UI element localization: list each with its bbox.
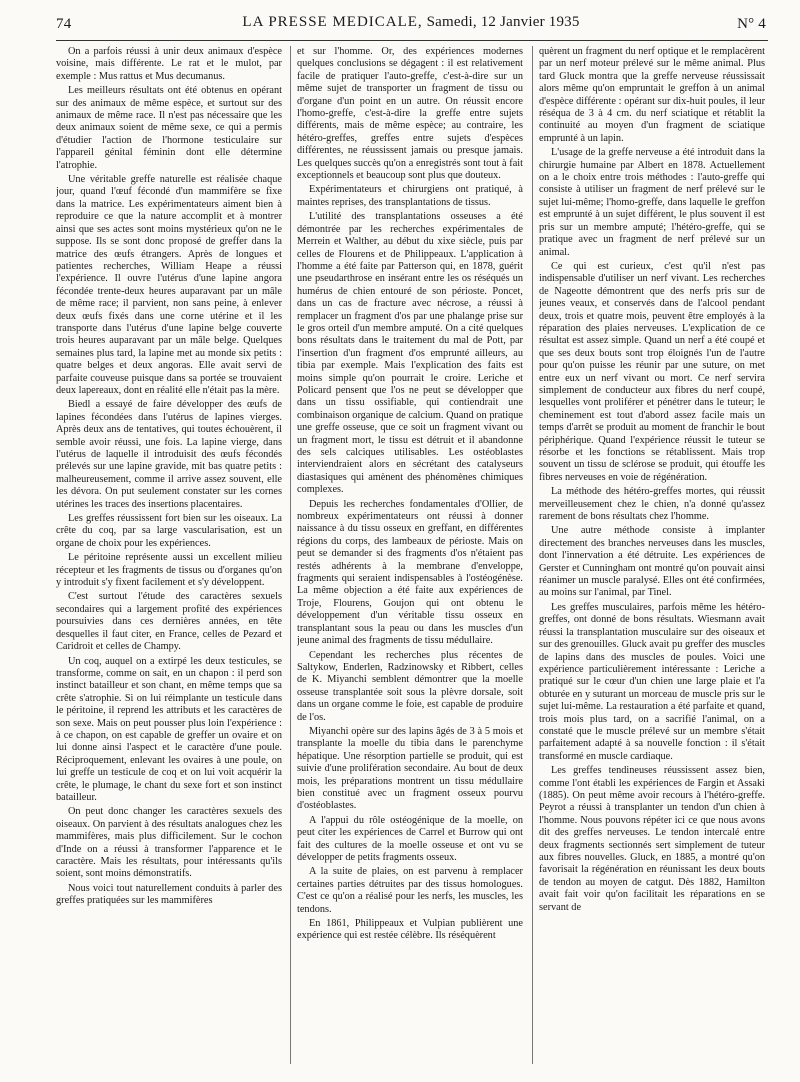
page-number: 74	[56, 16, 72, 32]
paragraph: Les greffes tendineuses réussissent assez bien, comme l'ont établi les expériences de Fargin et Assaki (1885). On peut même avoir recours à l'hétéro-greffe. Peyrot a réussi à transplanter un tendon d'un chien à l'homme. Nous pouvons répéter ici ce que nous avons dit des greffes nerveuses. Le tendon intercalé entre deux fragments sectionnés sert simplement de tuteur aux fibres nouvelles. Gluck, en 1885, a montré qu'on favorisait la régénération en réunissant les deux bouts de tendon au moyen de catgut. Dès 1882, Hamilton avait fait voir qu'on facilitait les réparations en se servant de	[539, 765, 765, 913]
paragraph: Cependant les recherches plus récentes de Saltykow, Enderlen, Radzinowsky et Ribbert, celles de K. Miyanchi semblent démontrer que la moelle osseuse transplantée soit sous la plèvre dorsale, soit dans un organe comme le foie, est capable de produire de l'os.	[297, 649, 523, 723]
paragraph: Le péritoine représente aussi un excellent milieu récepteur et les fragments de tissus ou d'organes qu'on y introduit s'y fixent facilement et s'y développent.	[56, 552, 282, 589]
paragraph: Un coq, auquel on a extirpé les deux testicules, se transforme, comme on sait, en un chapon : il perd son instinct batailleur et son chant, en même temps que sa crête s'atrophie. Si on lui réimplante un testicule dans le péritoine, il reprend les attributs et les caractères de son sexe. Mais on peut pousser plus loin l'expérience : à ce chapon, on est capable de greffer un ovaire et on lui donne ainsi l'aspect et le caractère d'une poule. Réciproquement, enlevant les ovaires à une poule, on lui greffe un testicule de coq et on lui voit acquérir la crête, le plumage, le chant du sexe fort et son instinct batailleur.	[56, 655, 282, 803]
journal-title: LA PRESSE MEDICALE,	[242, 14, 423, 30]
paragraph: Une autre méthode consiste à implanter directement des branches nerveuses dans les muscles, dont l'innervation a été détruite. Les expériences de Gerster et Cunningham ont montré qu'on pouvait ainsi réanimer un muscle paralysé. Elles ont été confirmées, au moins sur l'animal, par Tinel.	[539, 525, 765, 599]
paragraph: Les greffes musculaires, parfois même les hétéro-greffes, ont donné de bons résultats. Wiesmann avait réussi la transplantation musculaire sur des oiseaux et sur des grenouilles. Gluck avait pu greffer des muscles de lapins dans des muscles de poules. Voici une expérience particulièrement intéressante : Leriche a pratiqué sur le cœur d'un chien une large plaie et l'a obturée en y suturant un morceau de muscle pris sur le sujet lui-même. La restauration a été parfaite et quand, trois mois plus tard, on a sacrifié l'animal, on a constaté que le muscle prélevé sur un membre s'était parfaitement adapté à sa nouvelle fonction : il s'était transformé en muscle cardiaque.	[539, 601, 765, 762]
paragraph: C'est surtout l'étude des caractères sexuels secondaires qui a largement profité des expériences poursuivies dans ces dernières années, en tête desquelles il faut citer, en France, celles de Pezard et Caridroit et celles de Champy.	[56, 591, 282, 653]
header-rule	[56, 40, 768, 41]
paragraph: L'usage de la greffe nerveuse a été introduit dans la chirurgie humaine par Albert en 1878. Actuellement on a le choix entre trois méthodes : l'auto-greffe qui consiste à utiliser un fragment de nerf prélevé sur le sujet lui-même; l'homo-greffe, dans laquelle le greffon est emprunté à un sujet différent, le plus souvent il est pris sur un membre amputé; l'hétéro-greffe, qui se pratique avec un fragment de nerf prélevé sur un animal.	[539, 147, 765, 258]
paragraph: A l'appui du rôle ostéogénique de la moelle, on peut citer les expériences de Carrel et Burrow qui ont fait des cultures de la moelle osseuse et ont vu se développer de petits fragments osseux.	[297, 814, 523, 863]
text-column-1	[56, 46, 282, 1071]
issue-date: Samedi, 12 Janvier 1935	[426, 14, 580, 30]
paragraph: Miyanchi opère sur des lapins âgés de 3 à 5 mois et transplante la moelle du tibia dans le parenchyme hépatique. Une résorption partielle se produit, qui est suivie d'une prolifération secondaire. Au bout de deux mois, les préparations montrent un tissu médullaire bien constitué avec un fragment osseux pourvu d'ostéoblastes.	[297, 725, 523, 812]
paragraph: Une véritable greffe naturelle est réalisée chaque jour, quand l'œuf fécondé d'un mammifère se fixe dans la matrice. Les expérimentateurs aiment bien à reproduire ce que la nature accomplit et à montrer ainsi que ses actes sont moins mystérieux qu'on ne le suppose. Ils se sont donc proposé de greffer dans la matrice des œufs étrangers. Après de longues et patientes recherches, William Heape a réussi l'expérience. Il ouvre l'utérus d'une lapine angora fécondée trente-deux heures auparavant par un mâle de même race; il parvient, non sans peine, à enlever deux œufs fixés dans une corne utérine et il les transporte dans l'utérus d'une lapine belge couverte trois heures auparavant par un mâle belge. Quelques semaines plus tard, la lapine met au monde six petits : quatre belges et deux angoras. Elle avait servi de parfaite couveuse puisque dans sa portée se trouvaient deux lapereaux, dont en réalité elle n'était pas la mère.	[56, 174, 282, 396]
paragraph: Biedl a essayé de faire développer des œufs de lapines fécondées dans l'utérus de lapines vierges. Après deux ans de tentatives, qui toutes échouèrent, il semble avoir réussi, une fois. La lapine vierge, dans l'utérus de laquelle il introduisit des œufs fécondés prélevés sur une lapine gravide, mit bas quatre petits : malheureusement, comme il arrive assez souvent, elle les dévora. On put seulement constater sur les cornes utérines les traces des insertions placentaires.	[56, 399, 282, 510]
paragraph: Les greffes réussissent fort bien sur les oiseaux. La crête du coq, par sa large vascularisation, est un organe de choix pour les expériences.	[56, 513, 282, 549]
paragraph: Ce qui est curieux, c'est qu'il n'est pas indispensable d'utiliser un nerf vivant. Les recherches de Nageotte démontrent que des nerfs pris sur de jeunes veaux, et conservés dans de l'alcool pendant deux, trois et quatre mois, peuvent être employés à la réparation des plaies nerveuses. L'explication de ce résultat est assez simple. Quand un nerf a été coupé et que ses deux bouts sont trop éloignés l'un de l'autre pour qu'on puisse les réunir par une suture, on met entre eux un nerf vivant ou mort. Ce nerf servira simplement de conducteur aux fibres du nerf coupé, lesquelles vont proliférer et pénétrer dans le tuteur; le cheminement est tout d'abord assez facile mais un temps d'arrêt se produit au moment de franchir le bout périphérique. Quand l'expérience réussit le tuteur se résorbe et les fonctions se rétablissent. Mais trop souvent un tissu de sclérose se produit, qui étouffe les fibres nerveuses en voie de régénération.	[539, 260, 765, 483]
column-divider	[532, 46, 533, 1064]
paragraph: L'utilité des transplantations osseuses a été démontrée par les recherches expérimentales de Merrein et Walther, au début du xixe siècle, puis par celles de Flourens et de Philippeaux. L'application à l'homme a été faite par Patterson qui, en 1878, guérit une pseudarthrose en insérant entre les os réséqués un humérus de chien entouré de son périoste. Poncet, dans un cas de fracture avec nécrose, a réussi à remplacer un fragment d'os par une phalange prise sur le gros orteil d'un membre amputé. On a cité quelques bons résultats dans le traitement du mal de Pott, par l'insertion d'un fragment d'os emprunté ailleurs, au tibia par exemple. Mais l'explication des faits est moins simple qu'on pourrait le croire. Leriche et Policard pensent que l'os ne peut se développer que dans un tissu ossifiable, qui contiendrait une combinaison organique de calcium. Quand on pratique une greffe osseuse, que ce soit un fragment vivant ou un fragment mort, le tissu est détruit et il abandonne des sels calciques utilisables. Les ostéoblastes interviendraient alors en sécrétant des catalyseurs diastasiques qui amènent des phénomènes chimiques complexes.	[297, 211, 523, 496]
paragraph: Les meilleurs résultats ont été obtenus en opérant sur des animaux de même espèce, et surtout sur des animaux de même race. Il n'est pas nécessaire que les deux animaux soient de même sexe, ce qui a permis d'étudier l'action de l'hormone testiculaire sur l'appareil génital féminin dont elle détermine l'atrophie.	[56, 85, 282, 171]
text-column-3	[539, 46, 765, 1071]
column-divider	[290, 46, 291, 1064]
paragraph: A la suite de plaies, on est parvenu à remplacer certaines parties détruites par des tissus homologues. C'est ce qu'on a réalisé pour les nerfs, les muscles, les tendons.	[297, 866, 523, 915]
header-title-line	[56, 14, 766, 31]
text-column-2	[297, 46, 523, 1071]
paragraph: quèrent un fragment du nerf optique et le remplacèrent par un nerf moteur prélevé sur le même animal. Plus tard Gluck montra que la greffe nerveuse réussissait alors même qu'on empruntait le greffon à un animal d'espèce différente : opérant sur dix-huit poules, il leur réséqua de 3 à 4 cm. du nerf sciatique et rétablit la continuité au moyen d'un fragment de sciatique emprunté à un lapin.	[539, 46, 765, 144]
issue-number: N° 4	[737, 16, 766, 32]
paragraph: La méthode des hétéro-greffes mortes, qui réussit merveilleusement chez le chien, n'a donné qu'assez rarement de bons résultats chez l'homme.	[539, 486, 765, 523]
paragraph: En 1861, Philippeaux et Vulpian publièrent une expérience qui est restée célèbre. Ils réséquèrent	[297, 918, 523, 942]
paragraph: Nous voici tout naturellement conduits à parler des greffes pratiquées sur les mammifères	[56, 882, 282, 907]
paragraph: On a parfois réussi à unir deux animaux d'espèce voisine, mais différente. Le rat et le mulot, par exemple : Mus rattus et Mus decumanus.	[56, 46, 282, 82]
paragraph: Expérimentateurs et chirurgiens ont pratiqué, à maintes reprises, des transplantations de tissus.	[297, 184, 523, 208]
paragraph: Depuis les recherches fondamentales d'Ollier, de nombreux expérimentateurs ont réussi à donner naissance à du tissu osseux en greffant, en différentes régions du corps, des lambeaux de périoste. Mais on peut se demander si des fragments d'os n'étaient pas restés adhérents à la membrane d'enveloppe, fragments qui seraient indispensables à l'ostéogénèse. La même objection a été faite aux expériences de Troje, Flourens, Goujon qui ont obtenu le développement d'un véritable tissu osseux en transplantant sous la peau ou dans les muscles d'un jeune animal des fragments de tissu médullaire.	[297, 498, 523, 647]
page-header	[56, 14, 766, 36]
paragraph: et sur l'homme. Or, des expériences modernes quelques conclusions se dégagent : il est relativement facile de pratiquer l'auto-greffe, c'est-à-dire sur un même sujet de transporter un fragment de tissu ou d'organe d'un point en un autre. On réussit encore l'homo-greffe, c'est-à-dire la greffe entre sujets différents, mais de même espèce; au contraire, les hétéro-greffes, greffes entre sujets d'espèces différentes, ne réussissent jamais ou presque jamais. Les quelques succès qu'on a enregistrés sont tout à fait exceptionnels et beaucoup sont plus que douteux.	[297, 46, 523, 182]
paragraph: On peut donc changer les caractères sexuels des oiseaux. On parvient à des résultats analogues chez les mammifères, mais plus difficilement. Sur le cochon d'Inde on a réussi à transformer l'apparence et le caractère. Mais les résultats, pour intéressants qu'ils soient, sont moins démonstratifs.	[56, 806, 282, 880]
